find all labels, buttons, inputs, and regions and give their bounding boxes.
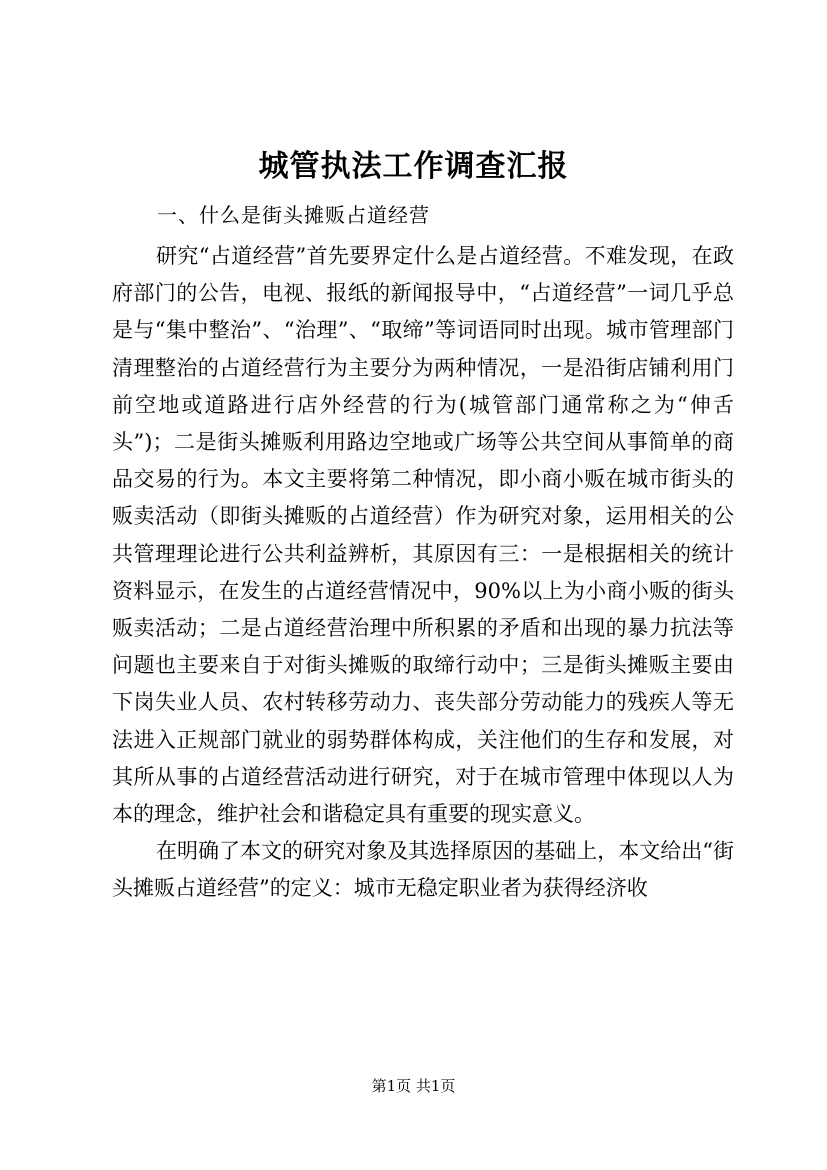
paragraph: 研究“占道经营”首先要界定什么是占道经营。不难发现，在政府部门的公告，电视、报纸的新闻报导中，“占道经营”一词几乎总是与“集中整治”、“治理”、“取缔”等词语同时出现。城市管理部门清理整治的占道经营行为主要分为两种情况，一是沿街店铺利用门前空地或道路进行店外经营的行为(城管部门通常称之为“伸舌头”)；二是街头摊贩利用路边空地或广场等公共空间从事简单的商品交易的行为。本文主要将第二种情况，即小商小贩在城市街头的贩卖活动（即街头摊贩的占道经营）作为研究对象，运用相关的公共管理理论进行公共利益辨析，其原因有三：一是根据相关的统计资料显示，在发生的占道经营情况中，90%以上为小商小贩的街头贩卖活动；二是占道经营治理中所积累的矛盾和出现的暴力抗法等问题也主要来自于对街头摊贩的取缔行动中；三是街头摊贩主要由下岗失业人员、农村转移劳动力、丧失部分劳动能力的残疾人等无法进入正规部门就业的弱势群体构成，关注他们的生存和发展，对其所从事的占道经营活动进行研究，对于在城市管理中体现以人为本的理念，维护社会和谐稳定具有重要的现实意义。: [112, 244, 734, 827]
paragraph: 在明确了本文的研究对象及其选择原因的基础上，本文给出“街头摊贩占道经营”的定义：城市无稳定职业者为获得经济收: [112, 839, 734, 901]
page-footer: 第1页 共1页: [371, 1077, 456, 1095]
document-body: [112, 238, 734, 908]
section-heading: 一、什么是街头摊贩占道经营: [157, 203, 430, 227]
document-title: 城管执法工作调查汇报: [258, 149, 569, 184]
